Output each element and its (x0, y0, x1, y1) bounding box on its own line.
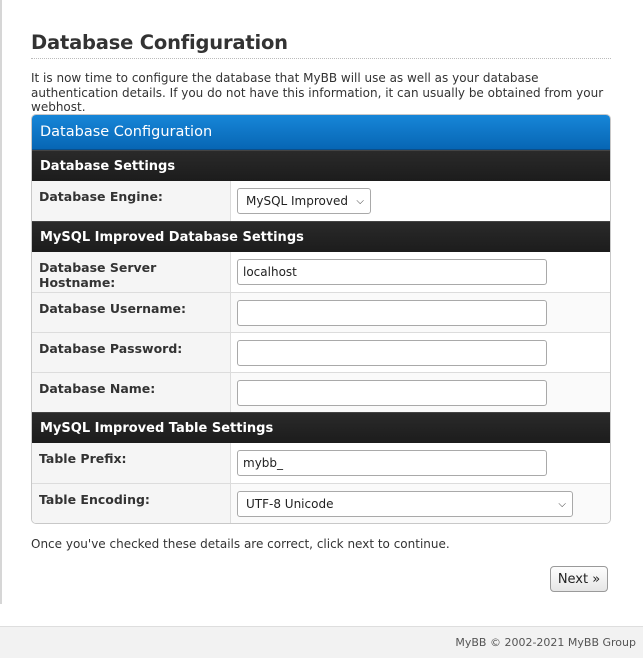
hostname-input[interactable] (237, 259, 547, 285)
footer (0, 626, 643, 658)
section-mysql-database-settings: MySQL Improved Database Settings (32, 221, 610, 252)
table-header: Database Configuration (32, 115, 610, 150)
table-prefix-label: Table Prefix: (32, 443, 231, 483)
section-database-settings: Database Settings (32, 150, 610, 181)
row-hostname (32, 252, 610, 292)
row-username (32, 292, 610, 332)
row-table-encoding (32, 483, 610, 523)
left-border (0, 0, 2, 604)
database-engine-value: MySQL Improved (246, 194, 348, 208)
database-name-label: Database Name: (32, 373, 231, 412)
next-button[interactable]: Next » (550, 566, 608, 592)
password-label: Database Password: (32, 333, 231, 372)
hostname-label: Database Server Hostname: (32, 252, 231, 292)
database-config-table (31, 114, 611, 524)
password-input[interactable] (237, 340, 547, 366)
username-input[interactable] (237, 300, 547, 326)
table-encoding-value: UTF-8 Unicode (246, 497, 334, 511)
table-encoding-label: Table Encoding: (32, 484, 231, 523)
table-encoding-select[interactable] (237, 491, 573, 517)
intro-text: It is now time to configure the database that MyBB will use as well as your database authentication details. If you do not have this information, it can usually be obtained from your webhost. (31, 71, 604, 114)
title-divider (31, 58, 611, 59)
section-mysql-table-settings: MySQL Improved Table Settings (32, 412, 610, 443)
database-engine-label: Database Engine: (32, 181, 231, 221)
copyright-text: MyBB © 2002-2021 MyBB Group (455, 636, 636, 649)
database-name-input[interactable] (237, 380, 547, 406)
page-title: Database Configuration (31, 31, 288, 54)
database-engine-select[interactable] (237, 188, 371, 214)
table-prefix-input[interactable] (237, 450, 547, 476)
row-database-engine (32, 181, 610, 221)
row-table-prefix (32, 443, 610, 483)
username-label: Database Username: (32, 293, 231, 332)
row-database-name (32, 372, 610, 412)
row-password (32, 332, 610, 372)
continue-hint: Once you've checked these details are correct, click next to continue. (31, 537, 450, 551)
chevron-down-icon: ⌵ (558, 498, 566, 510)
chevron-down-icon: ⌵ (356, 195, 364, 207)
